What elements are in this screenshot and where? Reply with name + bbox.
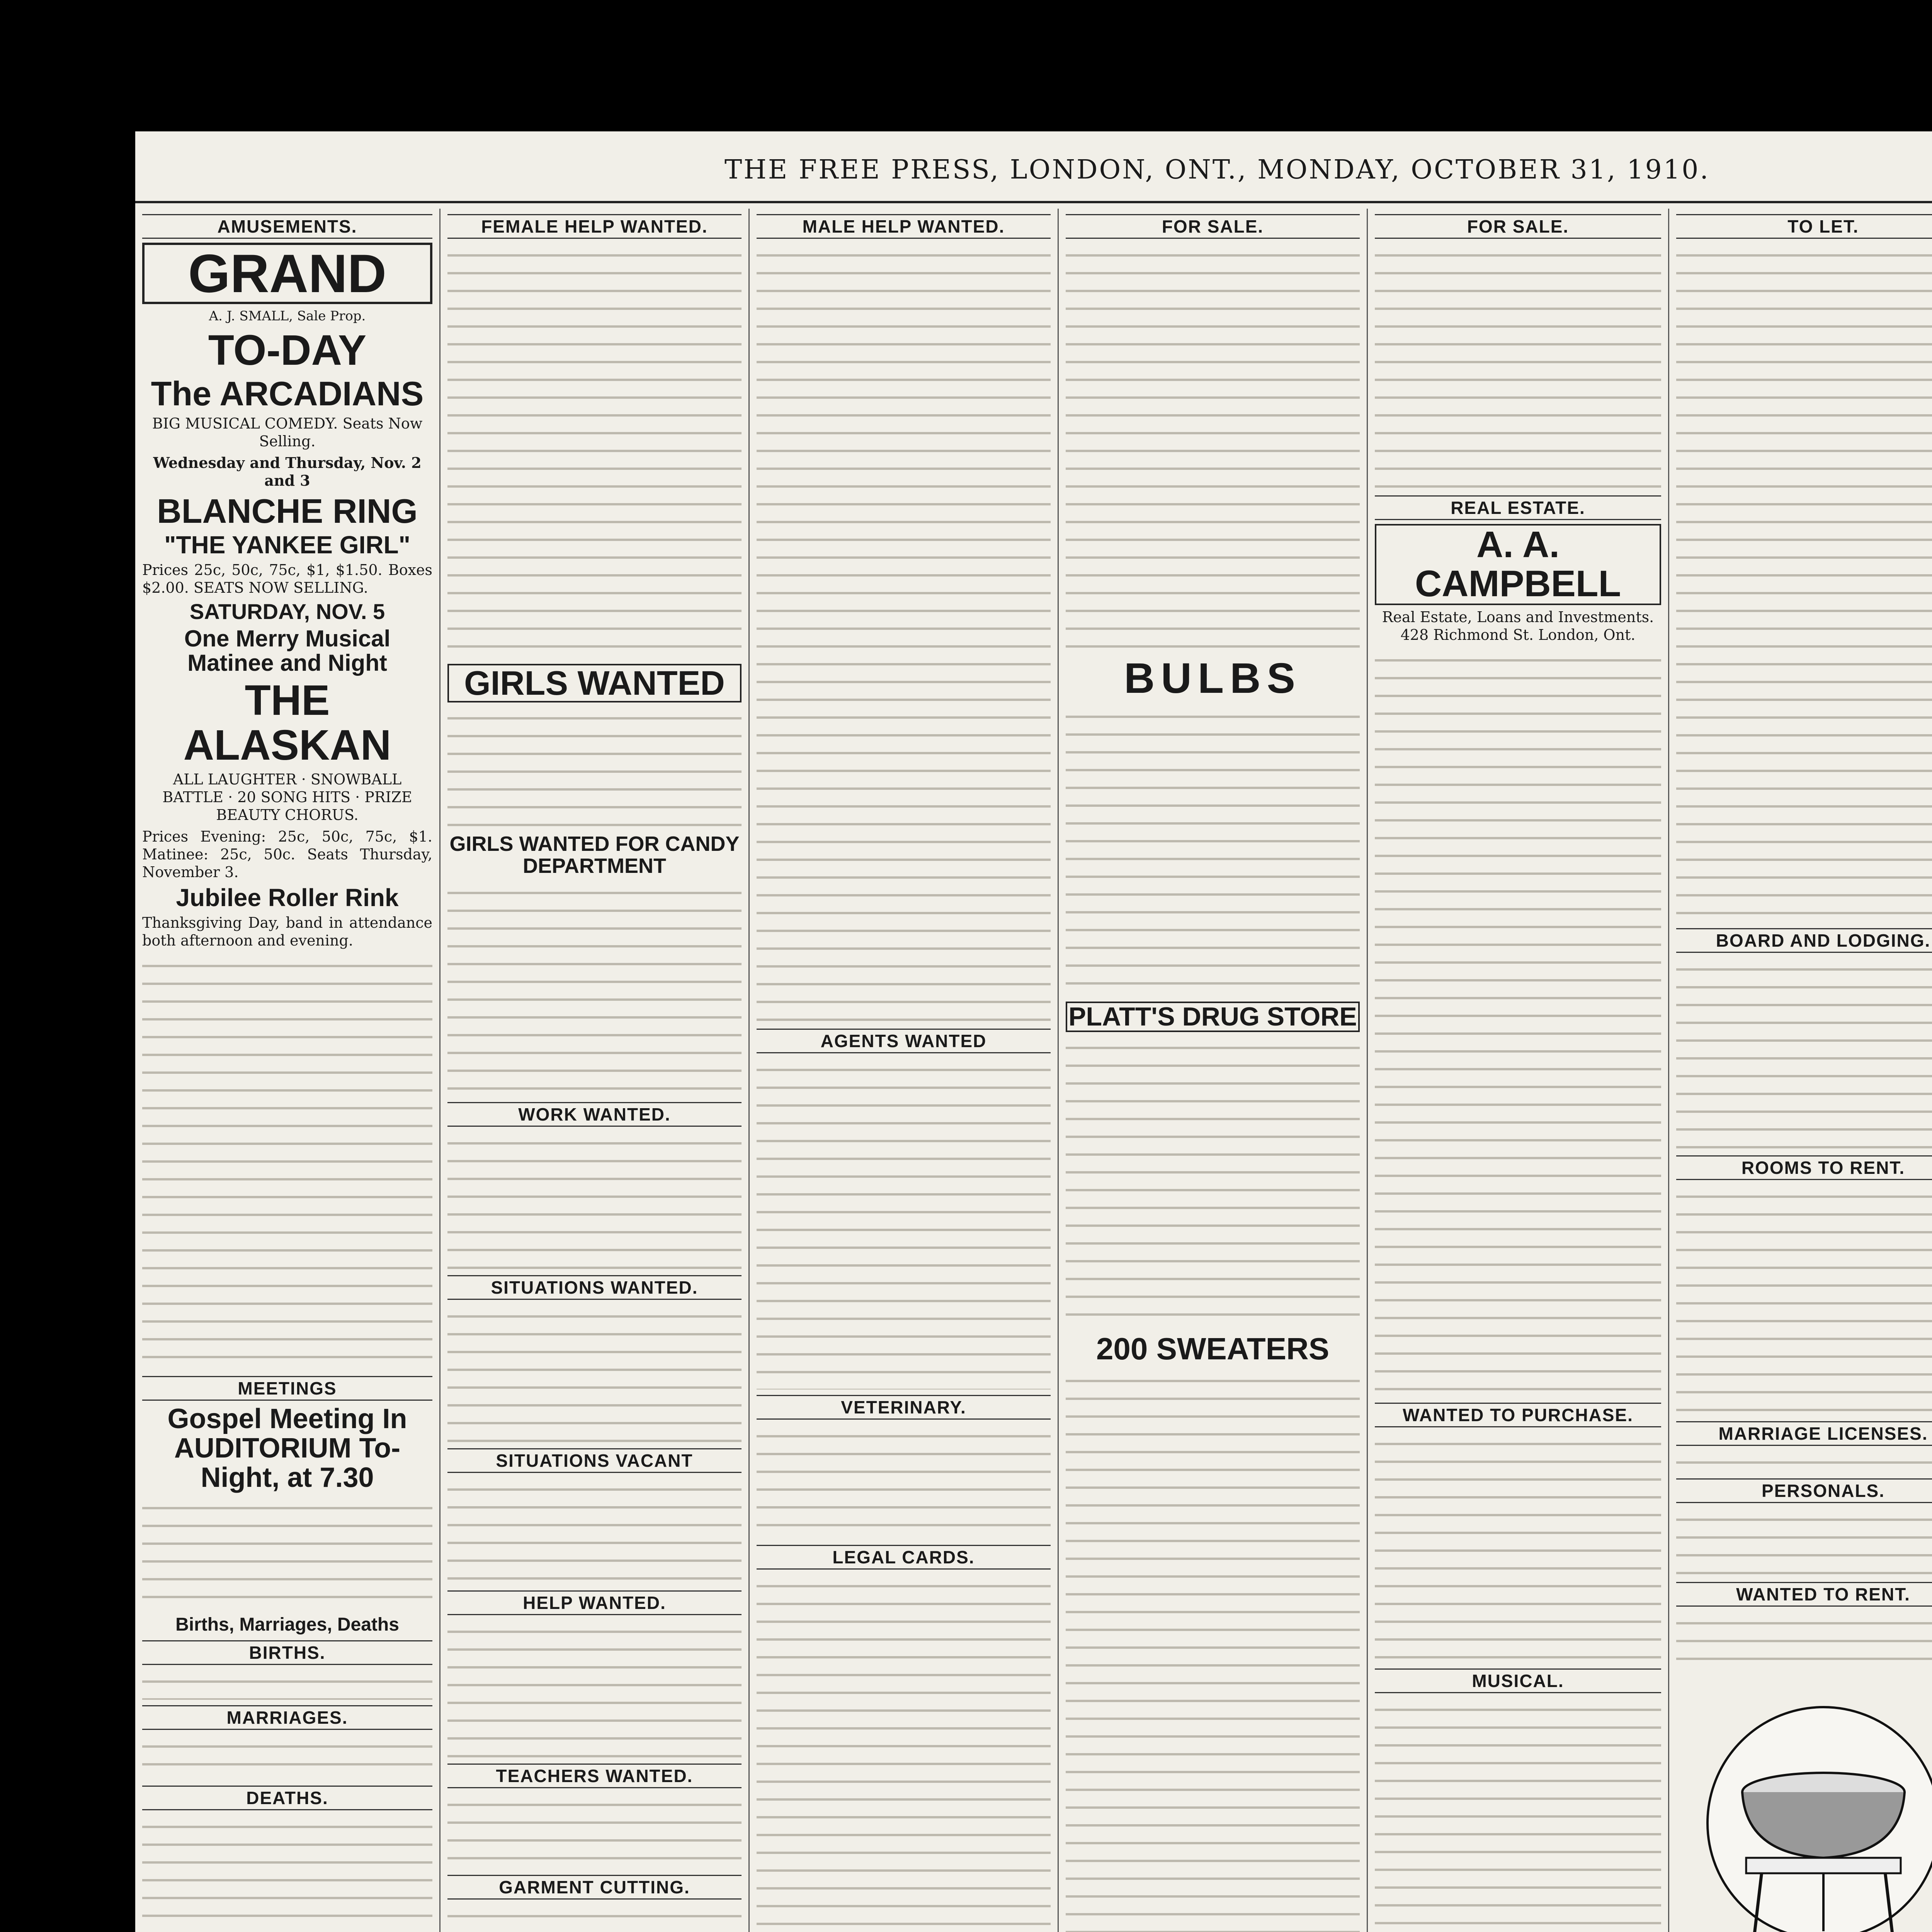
for-sale-heading: FOR SALE. bbox=[1066, 214, 1360, 239]
deaths-list bbox=[142, 1814, 432, 1932]
column-for-sale bbox=[1059, 209, 1368, 1932]
washtub-illustration bbox=[1704, 1676, 1932, 1932]
column-female-help bbox=[440, 209, 750, 1932]
for-sale-ads-2 bbox=[1375, 243, 1661, 490]
platt-text bbox=[1066, 1035, 1360, 1329]
purchase-ads bbox=[1375, 1431, 1661, 1663]
to-let-heading: TO LET. bbox=[1676, 214, 1932, 239]
legal-heading: LEGAL CARDS. bbox=[757, 1545, 1051, 1570]
garment-ads bbox=[447, 1903, 742, 1932]
prices-1: Prices 25c, 50c, 75c, $1, $1.50. Boxes $2.00. SEATS NOW SELLING. bbox=[142, 561, 432, 597]
jubilee-text: Thanksgiving Day, band in attendance both afternoon and evening. bbox=[142, 914, 432, 949]
deaths-heading: DEATHS. bbox=[142, 1786, 432, 1810]
bulbs-heading: BULBS bbox=[1124, 655, 1301, 702]
saturday-date: SATURDAY, NOV. 5 bbox=[189, 599, 385, 624]
male-help-ads bbox=[757, 243, 1051, 1023]
agents-ads bbox=[757, 1057, 1051, 1389]
real-estate-ads bbox=[1375, 648, 1661, 1397]
show-dates: Wednesday and Thursday, Nov. 2 and 3 bbox=[153, 454, 422, 489]
campbell-sub: Real Estate, Loans and Investments. 428 Richmond St. London, Ont. bbox=[1382, 608, 1654, 643]
work-ads bbox=[447, 1131, 742, 1270]
female-help-heading: FEMALE HELP WANTED. bbox=[447, 214, 742, 239]
marriages-list bbox=[142, 1734, 432, 1780]
column-male-help bbox=[750, 209, 1059, 1932]
today-heading: TO-DAY bbox=[208, 327, 367, 374]
licenses-ads bbox=[1676, 1450, 1932, 1473]
sweaters-heading: 200 SWEATERS bbox=[1096, 1331, 1330, 1366]
rooms-ads bbox=[1676, 1184, 1932, 1416]
situations-ads bbox=[447, 1304, 742, 1443]
platts-drug-store: PLATT'S DRUG STORE bbox=[1066, 1002, 1360, 1032]
help-heading: HELP WANTED. bbox=[447, 1590, 742, 1615]
girls-wanted: GIRLS WANTED bbox=[447, 664, 742, 702]
sweaters-and-more bbox=[1066, 1368, 1360, 1932]
help-ads bbox=[447, 1619, 742, 1758]
marriages-heading: MARRIAGES. bbox=[142, 1705, 432, 1730]
births-list bbox=[142, 1669, 432, 1700]
one-merry: One Merry Musical Matinee and Night bbox=[184, 626, 391, 676]
column-for-sale-real-estate bbox=[1368, 209, 1669, 1932]
bmd-heading: Births, Marriages, Deaths bbox=[175, 1614, 399, 1635]
grand-sub: A. J. SMALL, Sale Prop. bbox=[209, 308, 366, 324]
personals-heading: PERSONALS. bbox=[1676, 1478, 1932, 1503]
garment-heading: GARMENT CUTTING. bbox=[447, 1875, 742, 1900]
purchase-heading: WANTED TO PURCHASE. bbox=[1375, 1403, 1661, 1427]
births-heading: BIRTHS. bbox=[142, 1640, 432, 1665]
teachers-ads bbox=[447, 1792, 742, 1869]
female-help-ads bbox=[447, 243, 742, 660]
jubilee-rink: Jubilee Roller Rink bbox=[176, 884, 399, 912]
candy-dept: GIRLS WANTED FOR CANDY DEPARTMENT bbox=[449, 832, 740, 878]
legal-ads bbox=[757, 1573, 1051, 1932]
personals-ads bbox=[1676, 1507, 1932, 1577]
musical-ads bbox=[1375, 1697, 1661, 1932]
teachers-heading: TEACHERS WANTED. bbox=[447, 1764, 742, 1788]
vacant-ads bbox=[447, 1477, 742, 1585]
arcadians-title: The ARCADIANS bbox=[151, 374, 424, 413]
vet-heading: VETERINARY. bbox=[757, 1395, 1051, 1420]
licenses-heading: MARRIAGE LICENSES. bbox=[1676, 1421, 1932, 1446]
agents-heading: AGENTS WANTED bbox=[757, 1029, 1051, 1053]
meetings-heading: MEETINGS bbox=[142, 1376, 432, 1401]
for-sale-ads bbox=[1066, 243, 1360, 652]
alaskan-sub: ALL LAUGHTER · SNOWBALL BATTLE · 20 SONG HITS · PRIZE BEAUTY CHORUS. bbox=[162, 771, 412, 824]
amusements-heading: AMUSEMENTS. bbox=[142, 214, 432, 239]
for-sale-heading-2: FOR SALE. bbox=[1375, 214, 1661, 239]
wanted-rent-heading: WANTED TO RENT. bbox=[1676, 1582, 1932, 1607]
blanche-ring: BLANCHE RING bbox=[157, 492, 418, 530]
campbell-ad: A. A. CAMPBELL bbox=[1375, 524, 1661, 605]
prices-2: Prices Evening: 25c, 50c, 75c, $1. Matinee: 25c, 50c. Seats Thursday, November 3. bbox=[142, 828, 432, 881]
board-ads bbox=[1676, 957, 1932, 1150]
candy-text bbox=[447, 880, 742, 1097]
column-amusements bbox=[135, 209, 440, 1932]
grand-logo: GRAND bbox=[142, 243, 432, 304]
musical-heading: MUSICAL. bbox=[1375, 1668, 1661, 1693]
arcadians-sub: BIG MUSICAL COMEDY. Seats Now Selling. bbox=[152, 415, 423, 450]
rooms-heading: ROOMS TO RENT. bbox=[1676, 1155, 1932, 1180]
to-let-ads bbox=[1676, 243, 1932, 923]
male-help-heading: MALE HELP WANTED. bbox=[757, 214, 1051, 239]
situations-heading: SITUATIONS WANTED. bbox=[447, 1275, 742, 1300]
column-to-let bbox=[1669, 209, 1932, 1932]
masthead: THE FREE PRESS, LONDON, ONT., MONDAY, OCTOBER 31, 1910. bbox=[135, 155, 1932, 203]
wanted-rent-ads bbox=[1676, 1611, 1932, 1672]
newspaper-page bbox=[135, 131, 1932, 1932]
vet-ads bbox=[757, 1423, 1051, 1539]
girls-wanted-text bbox=[447, 706, 742, 829]
alaskan-title: THE ALASKAN bbox=[183, 677, 391, 769]
work-heading: WORK WANTED. bbox=[447, 1102, 742, 1127]
board-heading: BOARD AND LODGING. bbox=[1676, 928, 1932, 953]
yankee-girl: "THE YANKEE GIRL" bbox=[164, 531, 410, 559]
bulbs-text bbox=[1066, 704, 1360, 998]
meeting-notices bbox=[142, 1495, 432, 1611]
small-ads bbox=[142, 953, 432, 1371]
vacant-heading: SITUATIONS VACANT bbox=[447, 1448, 742, 1473]
real-estate-heading: REAL ESTATE. bbox=[1375, 495, 1661, 520]
gospel-meeting: Gospel Meeting In AUDITORIUM To-Night, at 7.30 bbox=[167, 1403, 407, 1493]
